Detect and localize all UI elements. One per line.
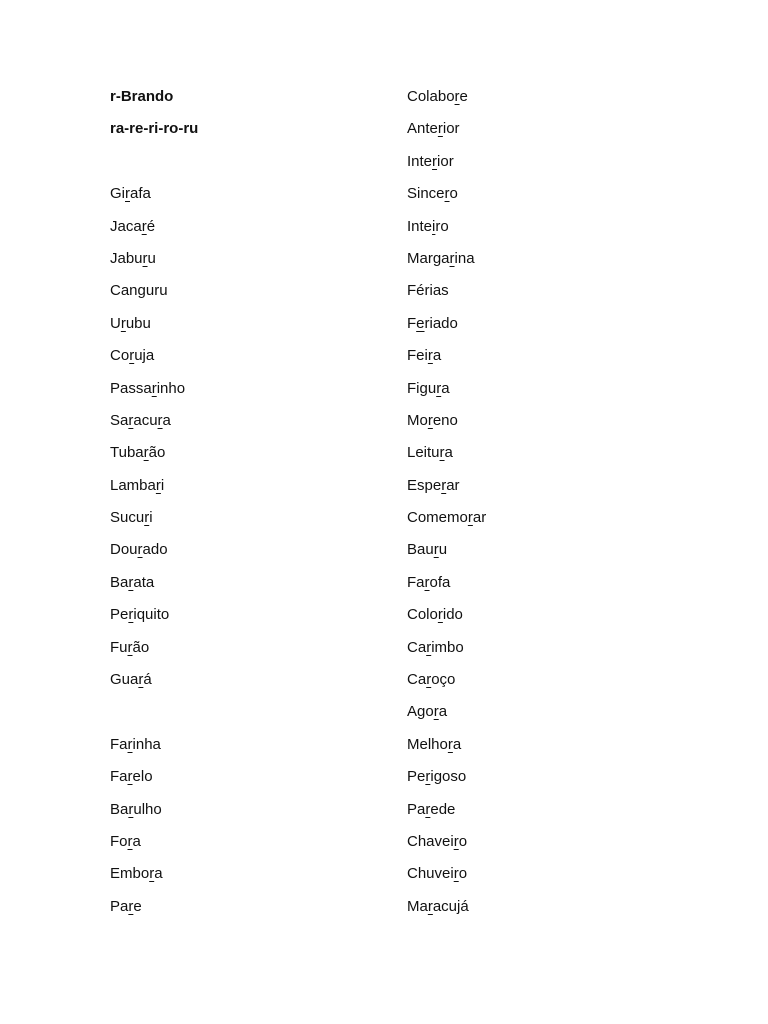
word-item: Farinha <box>110 735 161 753</box>
word-item: Dourado <box>110 541 168 559</box>
word-item: Periquito <box>110 606 170 624</box>
word-item: Canguru <box>110 282 168 300</box>
word-item: Girafa <box>110 185 151 203</box>
underlined-letters: r <box>441 476 447 494</box>
word-item: Feira <box>407 347 442 365</box>
word-item: Parede <box>407 800 456 818</box>
word-item: Maracujá <box>407 897 469 915</box>
word-item: Passarinho <box>110 379 186 397</box>
left-word-column <box>110 84 370 926</box>
underlined-letters: i <box>432 217 436 235</box>
word-item: Furão <box>110 638 150 656</box>
underlined-letters: r <box>467 509 473 527</box>
underlined-letters: r <box>437 120 443 138</box>
word-item: Colorido <box>407 606 463 624</box>
word-item: Figura <box>407 379 450 397</box>
word-item: Sincero <box>407 185 458 203</box>
underlined-letters: r <box>141 217 147 235</box>
underlined-letters: r <box>436 379 442 397</box>
underlined-letters: r <box>129 347 135 365</box>
word-item: Comemorar <box>407 509 487 527</box>
word-item: Barulho <box>110 800 162 818</box>
word-item: Barata <box>110 573 155 591</box>
word-item: Coruja <box>110 347 155 365</box>
word-item: Moreno <box>407 411 458 429</box>
word-item: Chuveiro <box>407 865 468 883</box>
word-item: Férias <box>407 282 449 300</box>
underlined-letters: r <box>127 638 133 656</box>
word-item: Inteiro <box>407 217 449 235</box>
word-item: Jacaré <box>110 217 156 235</box>
word-item: Colabore <box>407 88 468 105</box>
word-item: Margarina <box>407 249 475 267</box>
word-item: Melhora <box>407 735 462 753</box>
word-item: Tubarão <box>110 444 166 462</box>
underlined-letters: r <box>128 800 134 818</box>
underlined-letters: r <box>138 671 144 689</box>
underlined-letters: r <box>454 88 460 105</box>
underlined-letters: r <box>151 379 157 397</box>
underlined-letters: r <box>424 573 430 591</box>
word-item: Perigoso <box>407 768 467 786</box>
underlined-letters: r <box>427 897 433 915</box>
word-item: Fora <box>110 832 141 850</box>
word-item: Caroço <box>407 671 456 689</box>
word-item: Embora <box>110 865 163 883</box>
underlined-letters: r <box>449 249 455 267</box>
underlined-letters: r <box>125 185 130 203</box>
underlined-letters: r <box>128 411 134 429</box>
underlined-letters: r <box>433 541 439 559</box>
underlined-letters: r <box>128 573 134 591</box>
underlined-letters: r <box>444 185 450 203</box>
underlined-letters: r <box>426 638 432 656</box>
word-item: Jaburu <box>110 249 156 267</box>
underlined-letters: r <box>453 865 459 883</box>
underlined-letters: r <box>155 476 161 494</box>
word-item: Saracura <box>110 411 171 429</box>
word-item: Farofa <box>407 573 451 591</box>
underlined-letters: e <box>416 314 425 332</box>
underlined-letters: r <box>127 735 133 753</box>
word-item: Sucuri <box>110 509 153 527</box>
word-item: Agora <box>407 703 448 721</box>
word-item: Anterior <box>407 120 460 138</box>
word-item: Pare <box>110 897 142 915</box>
word-item: Urubu <box>110 314 151 332</box>
word-item: Feriado <box>407 314 458 332</box>
underlined-letters: r <box>149 865 155 883</box>
heading-line: r-Brando <box>110 88 174 105</box>
underlined-letters: r <box>128 606 134 624</box>
blank-line <box>110 149 370 181</box>
word-item: Bauru <box>407 541 448 559</box>
underlined-letters: r <box>427 347 433 365</box>
underlined-letters: r <box>427 411 433 429</box>
word-item: Interior <box>407 152 454 170</box>
underlined-letters: r <box>137 541 143 559</box>
underlined-letters: r <box>433 703 439 721</box>
word-item: Guará <box>110 671 152 689</box>
word-item: Farelo <box>110 768 153 786</box>
heading-line: ra-re-ri-ro-ru <box>110 120 199 138</box>
underlined-letters: r <box>142 249 148 267</box>
underlined-letters: r <box>127 768 133 786</box>
word-item: Carimbo <box>407 638 464 656</box>
underlined-letters: r <box>447 735 453 753</box>
underlined-letters: r <box>425 800 431 818</box>
underlined-letters: r <box>425 768 431 786</box>
underlined-letters: r <box>157 411 163 429</box>
blank-line <box>110 699 370 731</box>
word-item: Leitura <box>407 444 453 462</box>
word-item: Esperar <box>407 476 460 494</box>
underlined-letters: r <box>453 832 459 850</box>
underlined-letters: r <box>439 444 445 462</box>
underlined-letters: r <box>437 606 443 624</box>
underlined-letters: r <box>432 152 438 170</box>
right-word-column <box>407 84 667 926</box>
word-item: Chaveiro <box>407 832 468 850</box>
underlined-letters: r <box>127 832 133 850</box>
underlined-letters: r <box>120 314 126 332</box>
underlined-letters: r <box>144 509 150 527</box>
word-item: Lambari <box>110 476 165 494</box>
underlined-letters: r <box>143 444 149 462</box>
underlined-letters: r <box>128 897 134 915</box>
underlined-letters: r <box>426 671 432 689</box>
